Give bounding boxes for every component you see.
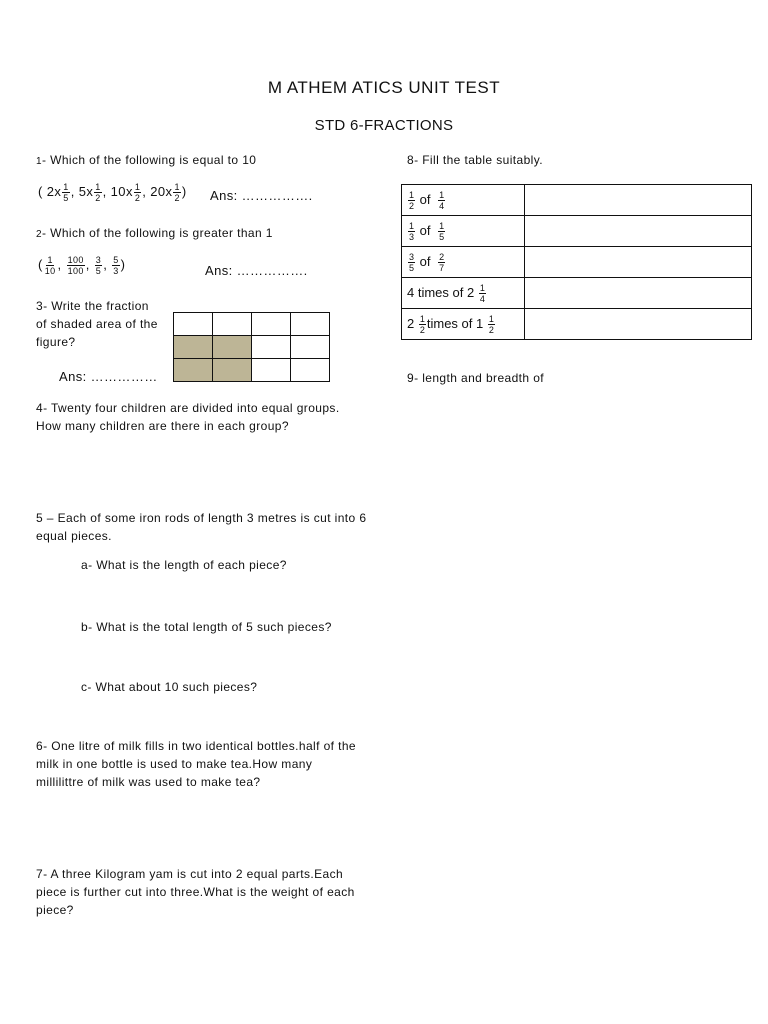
table-cell-expression: $\frac{3}{5}$ of $\frac{2}{7}$ xyxy=(402,247,525,278)
question-4-text: 4- Twenty four children are divided into equal groups. How many children are there in each group? xyxy=(36,401,340,433)
grid-cell xyxy=(291,313,330,336)
grid-cell xyxy=(291,336,330,359)
question-2-answer: Ans: ……………. xyxy=(205,263,308,278)
question-1-options: ( 2x $\frac{1}{5}$ , 5x $\frac{1}{2}$ , 10x $\frac{1}{2}$ , 20x $\frac{1}{2}$ ) xyxy=(38,182,187,203)
question-7-text: 7- A three Kilogram yam is cut into 2 equal parts.Each piece is further cut into three.What is the weight of each piece? xyxy=(36,867,355,917)
fraction: $\frac{1}{5}$ xyxy=(63,182,69,203)
table-cell-expression: $\frac{1}{3}$ of $\frac{1}{5}$ xyxy=(402,216,525,247)
grid-cell xyxy=(252,313,291,336)
grid-cell xyxy=(252,336,291,359)
table-cell-answer[interactable] xyxy=(525,278,752,309)
page-title: M ATHEM ATICS UNIT TEST xyxy=(267,78,501,97)
question-3-answer: Ans: …………… xyxy=(59,369,158,384)
table-row xyxy=(402,247,752,278)
table-cell-answer[interactable] xyxy=(525,247,752,278)
table-cell-expression: 4 times of 2 $\frac{1}{4}$ xyxy=(402,278,525,309)
table-cell-expression: 2 $\frac{1}{2}$ times of 1 $\frac{1}{2}$ xyxy=(402,309,525,340)
fraction: $\frac{1}{2}$ xyxy=(95,182,101,203)
question-5b: b- What is the total length of 5 such pieces? xyxy=(81,620,332,634)
question-8-text: 8- Fill the table suitably. xyxy=(407,153,543,167)
question-6-text: 6- One litre of milk fills in two identical bottles.half of the milk in one bottle is used to make tea.How many millilittre of milk was used to make tea? xyxy=(36,739,356,789)
grid-cell xyxy=(252,359,291,382)
fraction: $\frac{100}{100}$ xyxy=(67,255,84,276)
table-cell-expression: $\frac{1}{2}$ of $\frac{1}{4}$ xyxy=(402,185,525,216)
table-row xyxy=(402,216,752,247)
shaded-area-figure xyxy=(173,312,330,382)
question-9-text: 9- length and breadth of xyxy=(407,371,545,385)
grid-cell xyxy=(213,313,252,336)
grid-cell-shaded xyxy=(174,359,213,382)
question-5c: c- What about 10 such pieces? xyxy=(81,680,258,694)
fraction: $\frac{1}{2}$ xyxy=(174,182,180,203)
question-2-options: ( $\frac{1}{10}$ , $\frac{100}{100}$ , $\frac{3}{5}$ , $\frac{5}{3}$ ) xyxy=(38,255,126,276)
table-row xyxy=(402,309,752,340)
fill-table xyxy=(401,184,752,340)
grid-cell xyxy=(174,313,213,336)
question-2-text: 2- Which of the following is greater than 1 xyxy=(36,226,273,240)
table-cell-answer[interactable] xyxy=(525,216,752,247)
fraction: $\frac{1}{10}$ xyxy=(44,255,56,276)
table-cell-answer[interactable] xyxy=(525,185,752,216)
table-cell-answer[interactable] xyxy=(525,309,752,340)
grid-cell-shaded xyxy=(174,336,213,359)
question-5-text: 5 – Each of some iron rods of length 3 metres is cut into 6 equal pieces. xyxy=(36,511,367,543)
question-5a: a- What is the length of each piece? xyxy=(81,558,287,572)
table-row xyxy=(402,185,752,216)
grid-cell-shaded xyxy=(213,336,252,359)
page-subtitle: STD 6-FRACTIONS xyxy=(314,117,454,134)
table-row xyxy=(402,278,752,309)
question-3-text: 3- Write the fraction of shaded area of the figure? xyxy=(36,299,158,349)
grid-cell xyxy=(291,359,330,382)
question-1-answer: Ans: ……………. xyxy=(210,188,313,203)
grid-cell-shaded xyxy=(213,359,252,382)
fraction: $\frac{5}{3}$ xyxy=(113,255,119,276)
fraction: $\frac{3}{5}$ xyxy=(95,255,102,276)
question-1-text: 1- Which of the following is equal to 10 xyxy=(36,153,257,167)
fraction: $\frac{1}{2}$ xyxy=(134,182,141,203)
